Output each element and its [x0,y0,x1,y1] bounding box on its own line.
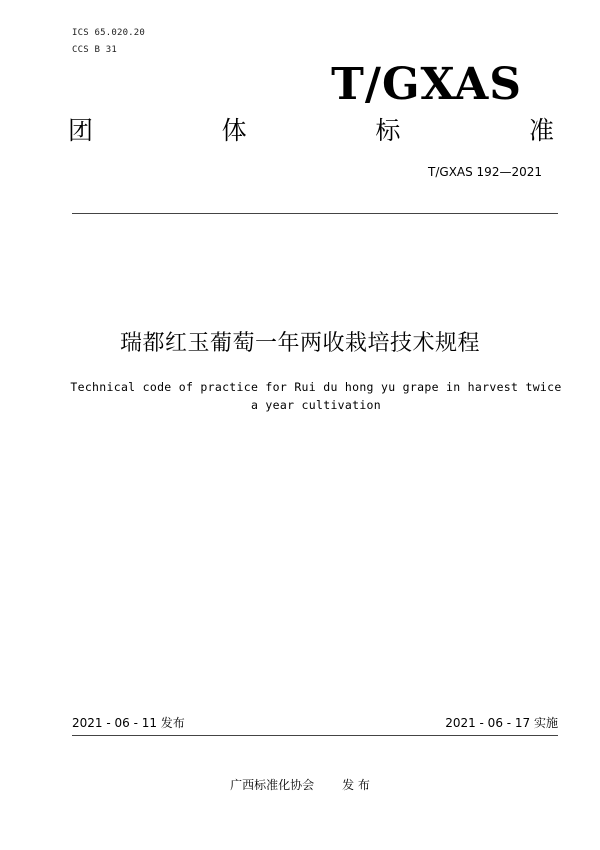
footer-divider [72,735,558,736]
publisher-name: 广西标准化协会 [230,778,315,792]
ccs-code: CCS B 31 [72,45,117,55]
standard-number: T/GXAS 192—2021 [428,165,542,179]
standard-type-char: 团 [68,116,94,145]
standard-type [68,116,554,146]
header-divider [72,213,558,214]
ics-code: ICS 65.020.20 [72,28,146,38]
standard-type-char: 标 [375,116,401,145]
document-title-chinese: 瑞都红玉葡萄一年两收栽培技术规程 [119,331,480,356]
standard-type-char: 准 [528,116,554,145]
publish-action: 发 布 [342,778,370,792]
publisher-line [0,778,600,792]
standard-type-char: 体 [221,116,247,145]
document-title-english: Technical code of practice for Rui du hong yu grape in harvest twice a year cultivation [70,380,562,412]
issue-date: 2021 - 06 - 11 发布 [72,716,185,730]
standard-logo: T/GXAS [331,59,522,110]
implementation-date: 2021 - 06 - 17 实施 [445,716,558,730]
